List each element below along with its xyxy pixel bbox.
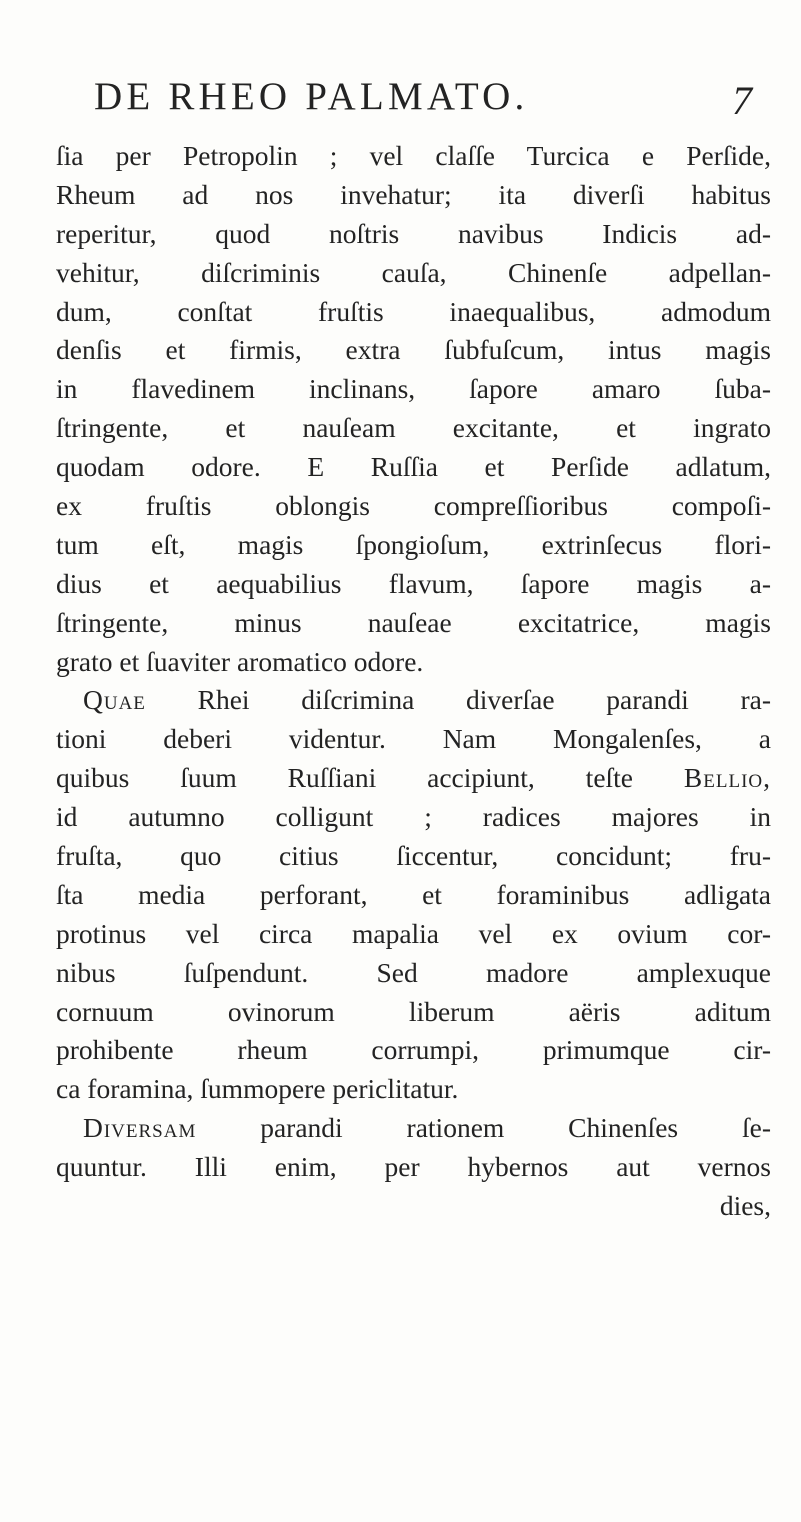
text-line: Rheum ad nos invehatur; ita diverſi habitus [56, 178, 771, 210]
text-line: ex fruſtis oblongis compreſſioribus compoſi- [56, 490, 771, 522]
text-line: id autumno colligunt ; radices majores in [56, 801, 771, 833]
text-line: prohibente rheum corrumpi, primumque cir- [56, 1034, 771, 1066]
body-text [56, 137, 771, 1226]
text-line: in flavedinem inclinans, ſapore amaro ſuba- [56, 373, 771, 405]
paragraph-lead-word: Diversam [83, 1112, 197, 1144]
text-line: reperitur, quod noſtris navibus Indicis ad- [56, 217, 771, 249]
text-line: ſta media perforant, et foraminibus adligata [56, 878, 771, 910]
text-line: dum, conſtat fruſtis inaequalibus, admodum [56, 295, 771, 327]
author-name-ref: Bellio, [683, 762, 771, 794]
text-line: quuntur. Illi enim, per hybernos aut vernos [56, 1151, 771, 1183]
text-line-with-name [56, 759, 771, 798]
text-line: vehitur, diſcriminis cauſa, Chinenſe adpellan- [56, 256, 771, 288]
paragraph-first-line [56, 681, 771, 720]
text-line: fruſta, quo citius ſiccentur, concidunt; fru- [56, 840, 771, 872]
text-line: grato et ſuaviter aromatico odore. [56, 645, 424, 677]
paragraph-first-line [56, 1109, 771, 1148]
page-number: 7 [732, 78, 752, 123]
page-header [94, 72, 774, 122]
text-line: protinus vel circa mapalia vel ex ovium cor- [56, 917, 771, 949]
paragraph-lead-word: Quae [83, 684, 146, 716]
text-line: tum eſt, magis ſpongioſum, extrinſecus flori- [56, 528, 771, 560]
text-line: ſia per Petropolin ; vel claſſe Turcica e Perſide, [56, 140, 771, 171]
text-line: denſis et firmis, extra ſubfuſcum, intus magis [56, 334, 771, 366]
text-line: ſtringente, et nauſeam excitante, et ingrato [56, 412, 771, 444]
text-line: ſtringente, minus nauſeae excitatrice, magis [56, 606, 771, 638]
text-run: quibus ſuum Ruſſiani accipiunt, teſte [56, 762, 684, 794]
text-line: nibus ſuſpendunt. Sed madore amplexuque [56, 956, 771, 988]
catchword: dies, [719, 1190, 771, 1222]
text-line: ca foramina, ſummopere periclitatur. [56, 1073, 459, 1105]
text-line: dius et aequabilius flavum, ſapore magis a- [56, 567, 771, 599]
text-run: Rhei diſcrimina diverſae parandi ra- [145, 684, 771, 716]
text-run: parandi rationem Chinenſes ſe- [196, 1112, 771, 1144]
text-line: quodam odore. E Ruſſia et Perſide adlatum, [56, 451, 771, 483]
text-line: tioni deberi videntur. Nam Mongalenſes, a [56, 723, 771, 755]
text-line: cornuum ovinorum liberum aëris aditum [56, 995, 771, 1027]
running-title: DE RHEO PALMATO. [94, 75, 529, 118]
